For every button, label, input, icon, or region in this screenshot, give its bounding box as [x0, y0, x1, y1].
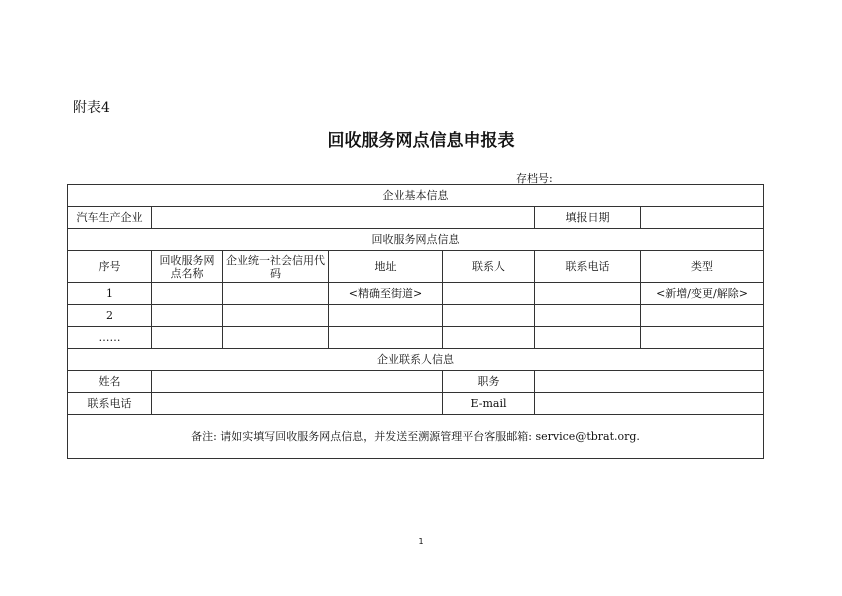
contact-email-field[interactable] — [535, 393, 764, 415]
phone-cell[interactable] — [535, 305, 641, 327]
contact-name-label: 姓名 — [68, 371, 152, 393]
address-cell[interactable] — [329, 327, 443, 349]
column-header-contact-person: 联系人 — [443, 251, 535, 283]
table-row — [68, 305, 764, 327]
column-header-credit-code: 企业统一社会信用代码 — [223, 251, 329, 283]
contact-person-cell[interactable] — [443, 327, 535, 349]
credit-code-cell[interactable] — [223, 305, 329, 327]
column-header-serial: 序号 — [68, 251, 152, 283]
page-title: 回收服务网点信息申报表 — [327, 131, 515, 151]
point-name-cell[interactable] — [152, 305, 223, 327]
contact-position-field[interactable] — [535, 371, 764, 393]
table-row — [68, 327, 764, 349]
fill-date-label: 填报日期 — [535, 207, 641, 229]
column-header-type: 类型 — [641, 251, 764, 283]
annex-label: 附表4 — [73, 100, 110, 116]
row-serial: …… — [68, 327, 152, 349]
address-cell[interactable] — [329, 305, 443, 327]
contact-person-cell[interactable] — [443, 283, 535, 305]
table-row — [68, 283, 764, 305]
manufacturer-label: 汽车生产企业 — [68, 207, 152, 229]
contact-email-label: E-mail — [443, 393, 535, 415]
contact-position-label: 职务 — [443, 371, 535, 393]
column-header-address: 地址 — [329, 251, 443, 283]
contact-phone-field[interactable] — [152, 393, 443, 415]
contact-phone-label: 联系电话 — [68, 393, 152, 415]
phone-cell[interactable] — [535, 327, 641, 349]
section-header-service-points: 回收服务网点信息 — [68, 229, 764, 251]
contact-name-field[interactable] — [152, 371, 443, 393]
manufacturer-field[interactable] — [152, 207, 535, 229]
section-header-contact: 企业联系人信息 — [68, 349, 764, 371]
phone-cell[interactable] — [535, 283, 641, 305]
declaration-form-table — [67, 184, 764, 459]
credit-code-cell[interactable] — [223, 327, 329, 349]
remarks-note: 备注: 请如实填写回收服务网点信息，并发送至溯源管理平台客服邮箱: service@tbrat.org. — [68, 415, 764, 459]
point-name-cell[interactable] — [152, 327, 223, 349]
contact-person-cell[interactable] — [443, 305, 535, 327]
type-cell[interactable] — [641, 305, 764, 327]
address-cell[interactable]: <精确至街道> — [329, 283, 443, 305]
archive-number-label: 存档号: — [516, 172, 553, 185]
point-name-cell[interactable] — [152, 283, 223, 305]
type-cell[interactable]: <新增/变更/解除> — [641, 283, 764, 305]
row-serial: 2 — [68, 305, 152, 327]
section-header-enterprise-basic: 企业基本信息 — [68, 185, 764, 207]
type-cell[interactable] — [641, 327, 764, 349]
credit-code-cell[interactable] — [223, 283, 329, 305]
column-header-phone: 联系电话 — [535, 251, 641, 283]
page-number: 1 — [418, 537, 424, 546]
fill-date-field[interactable] — [641, 207, 764, 229]
row-serial: 1 — [68, 283, 152, 305]
column-header-point-name: 回收服务网点名称 — [152, 251, 223, 283]
